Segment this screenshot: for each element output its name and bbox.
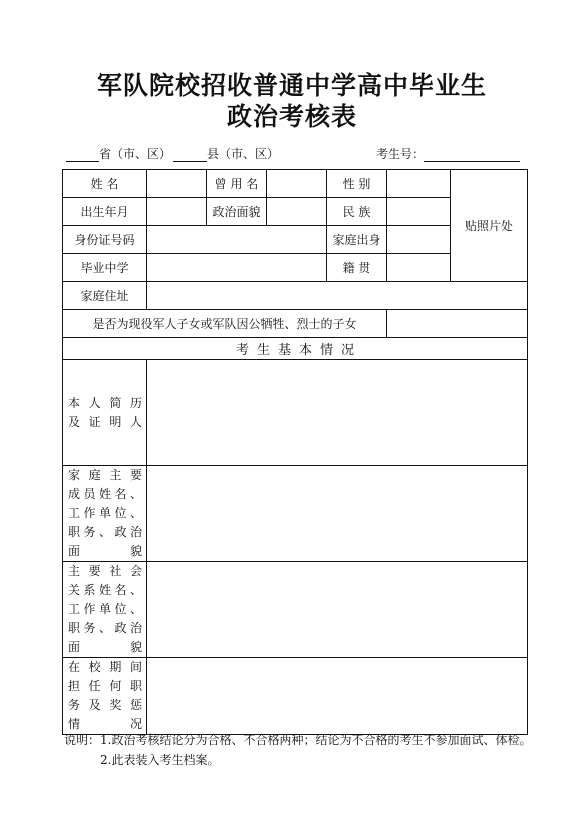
exam-number-label: 考生号： [376,147,425,161]
family-label-line: 家 庭 主 要 [68,468,142,482]
native-place-value[interactable] [387,254,451,282]
family-label-line: 职务、政治 [68,525,142,539]
military-family-value[interactable] [387,310,528,338]
family-origin-value[interactable] [387,226,451,254]
section-title: 考生基本情况 [63,338,528,360]
family-label-line: 成员姓名、 [68,487,142,501]
exam-number-blank[interactable] [424,149,520,162]
school-roles-label-line: 情 况 [68,717,142,731]
school-roles-label-line: 担 任 何 职 [68,679,142,693]
social-label-line: 关系姓名、 [68,583,142,597]
ethnicity-value[interactable] [387,198,451,226]
social-label-line: 面 貌 [68,640,142,654]
county-blank[interactable] [173,149,207,162]
birth-value[interactable] [147,198,207,226]
political-status-value[interactable] [267,198,327,226]
military-family-label: 是否为现役军人子女或军队因公牺牲、烈士的子女 [63,310,387,338]
family-label-line: 面 貌 [68,544,142,558]
resume-label-line: 及 证 明 人 [68,414,142,429]
social-label-line: 工作单位、 [68,602,142,616]
political-status-label: 政治面貌 [207,198,267,226]
birth-label: 出生年月 [63,198,147,226]
social-label-line: 主 要 社 会 [68,564,142,578]
resume-label-line: 本 人 简 历 [68,395,142,410]
form-title-line1: 军队院校招收普通中学高中毕业生 [96,71,487,100]
address-label: 家庭住址 [63,282,147,310]
province-label: 省（市、区） [99,147,172,161]
school-value[interactable] [147,254,327,282]
exam-number-field [376,145,520,162]
address-value[interactable] [147,282,528,310]
school-roles-value[interactable] [147,658,528,735]
family-origin-label: 家庭出身 [327,226,387,254]
resume-value[interactable] [147,360,528,466]
review-form-table [62,169,528,735]
photo-area[interactable] [451,170,528,282]
social-relations-value[interactable] [147,562,528,658]
note-line-2: 2.此表装入考生档案。 [100,753,220,767]
county-label: 县（市、区） [207,147,280,161]
former-name-value[interactable] [267,170,327,198]
gender-value[interactable] [387,170,451,198]
name-value[interactable] [147,170,207,198]
social-label-line: 职务、政治 [68,621,142,635]
county-field [173,145,279,162]
photo-label: 贴照片处 [464,219,513,233]
family-label-line: 工作单位、 [68,506,142,520]
school-label: 毕业中学 [63,254,147,282]
name-label: 姓 名 [63,170,147,198]
id-number-value[interactable] [147,226,327,254]
school-roles-label-line: 在 校 期 间 [68,660,142,674]
family-members-label [63,466,147,562]
resume-label [63,360,147,466]
province-blank[interactable] [66,149,99,162]
id-number-label: 身份证号码 [63,226,147,254]
gender-label: 性 别 [327,170,387,198]
family-members-value[interactable] [147,466,528,562]
school-roles-label-line: 务 及 奖 惩 [68,698,142,712]
province-field [66,145,171,162]
social-relations-label [63,562,147,658]
ethnicity-label: 民 族 [327,198,387,226]
note-line-1: 说明：1.政治考核结论分为合格、不合格两种；结论为不合格的考生不参加面试、体检。 [64,733,532,747]
form-title-line2: 政治考核表 [226,102,357,131]
former-name-label: 曾 用 名 [207,170,267,198]
school-roles-label [63,658,147,735]
native-place-label: 籍 贯 [327,254,387,282]
